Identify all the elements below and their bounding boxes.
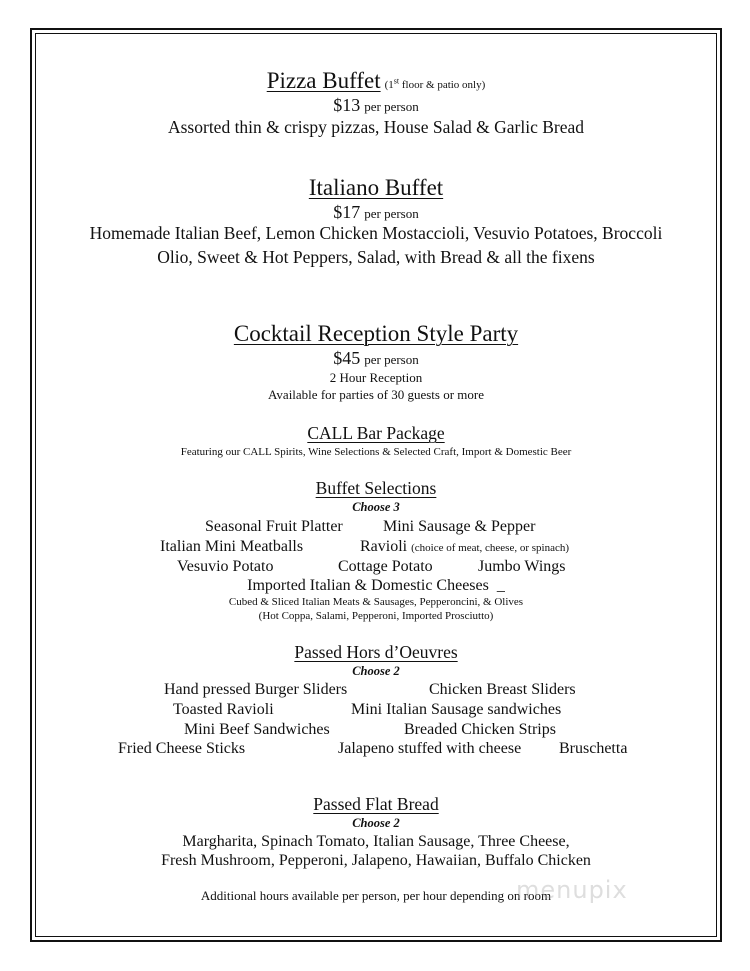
footer-note: Additional hours available per person, per hour depending on room bbox=[200, 888, 552, 903]
italiano-description-line2: Olio, Sweet & Hot Peppers, Salad, with Bread & all the fixens bbox=[157, 247, 595, 267]
menu-item-jalapeno: Jalapeno stuffed with cheese bbox=[338, 740, 522, 757]
menu-item-jumbo-wings: Jumbo Wings bbox=[478, 558, 566, 575]
pizza-title: Pizza Buffet bbox=[266, 68, 381, 93]
ravioli-note: (choice of meat, cheese, or spinach) bbox=[411, 542, 570, 554]
menu-item-cheeses: Imported Italian & Domestic Cheeses _ bbox=[247, 577, 505, 594]
menu-item-breaded-chicken: Breaded Chicken Strips bbox=[404, 721, 556, 738]
italiano-description-line1: Homemade Italian Beef, Lemon Chicken Mostaccioli, Vesuvio Potatoes, Broccoli bbox=[89, 223, 663, 243]
menu-item-mini-beef: Mini Beef Sandwiches bbox=[184, 721, 330, 738]
italiano-per: per person bbox=[364, 206, 419, 221]
flatbread-line2: Fresh Mushroom, Pepperoni, Jalapeno, Hawaiian, Buffalo Chicken bbox=[161, 852, 591, 869]
pizza-floor-note: (1st floor & patio only) bbox=[384, 76, 486, 91]
cocktail-heading bbox=[36, 322, 716, 345]
menu-item-cubed-meats: Cubed & Sliced Italian Meats & Sausages, Pepperoncini, & Olives bbox=[228, 596, 524, 608]
buffet-selections-title: Buffet Selections bbox=[315, 478, 437, 498]
italiano-heading bbox=[36, 176, 716, 199]
pizza-per: per person bbox=[364, 99, 419, 114]
menu-item-chicken-sliders: Chicken Breast Sliders bbox=[429, 681, 576, 698]
pizza-price-line bbox=[36, 96, 716, 115]
menu-item-cottage-potato: Cottage Potato bbox=[338, 558, 433, 575]
menu-item-sausage-pepper: Mini Sausage & Pepper bbox=[383, 518, 536, 535]
italiano-price-line bbox=[36, 203, 716, 222]
menu-item-cheese-sticks: Fried Cheese Sticks bbox=[118, 740, 246, 757]
hors-heading bbox=[36, 644, 716, 662]
italiano-price: $17 bbox=[333, 202, 361, 222]
buffet-selections-heading bbox=[36, 480, 716, 498]
hors-title: Passed Hors d’Oeuvres bbox=[294, 642, 458, 662]
cocktail-availability: Available for parties of 30 guests or more bbox=[268, 387, 484, 402]
flatbread-heading bbox=[36, 796, 716, 814]
buffet-selections-choose: Choose 3 bbox=[352, 500, 400, 514]
menu-item-meatballs: Italian Mini Meatballs bbox=[160, 538, 304, 555]
pizza-heading bbox=[36, 69, 716, 92]
pizza-price: $13 bbox=[333, 95, 361, 115]
italiano-title: Italiano Buffet bbox=[308, 175, 444, 200]
pizza-description: Assorted thin & crispy pizzas, House Salad & Garlic Bread bbox=[167, 117, 584, 137]
menu-item-mini-sausage: Mini Italian Sausage sandwiches bbox=[351, 701, 562, 718]
menu-item-ravioli: Ravioli (choice of meat, cheese, or spinach) bbox=[360, 538, 570, 555]
bar-description: Featuring our CALL Spirits, Wine Selections & Selected Craft, Import & Domestic Beer bbox=[180, 446, 572, 458]
menu-item-toasted-ravioli: Toasted Ravioli bbox=[173, 701, 274, 718]
menu-item-fruit-platter: Seasonal Fruit Platter bbox=[205, 518, 343, 535]
hors-choose: Choose 2 bbox=[352, 664, 400, 678]
flatbread-title: Passed Flat Bread bbox=[313, 794, 439, 814]
cocktail-title: Cocktail Reception Style Party bbox=[233, 321, 519, 346]
menu-item-cubed-note: (Hot Coppa, Salami, Pepperoni, Imported Prosciutto) bbox=[258, 610, 494, 622]
cocktail-price-line bbox=[36, 349, 716, 368]
cocktail-per: per person bbox=[364, 352, 419, 367]
flatbread-choose: Choose 2 bbox=[352, 816, 400, 830]
watermark-logo: menupix bbox=[516, 876, 628, 904]
bar-heading bbox=[36, 425, 716, 443]
menu-item-bruschetta: Bruschetta bbox=[559, 740, 628, 757]
bar-title: CALL Bar Package bbox=[307, 423, 445, 443]
menu-item-vesuvio-potato: Vesuvio Potato bbox=[177, 558, 274, 575]
menu-item-burger-sliders: Hand pressed Burger Sliders bbox=[164, 681, 348, 698]
cocktail-price: $45 bbox=[333, 348, 361, 368]
flatbread-line1: Margharita, Spinach Tomato, Italian Sausage, Three Cheese, bbox=[182, 833, 570, 850]
cocktail-duration: 2 Hour Reception bbox=[329, 370, 423, 385]
